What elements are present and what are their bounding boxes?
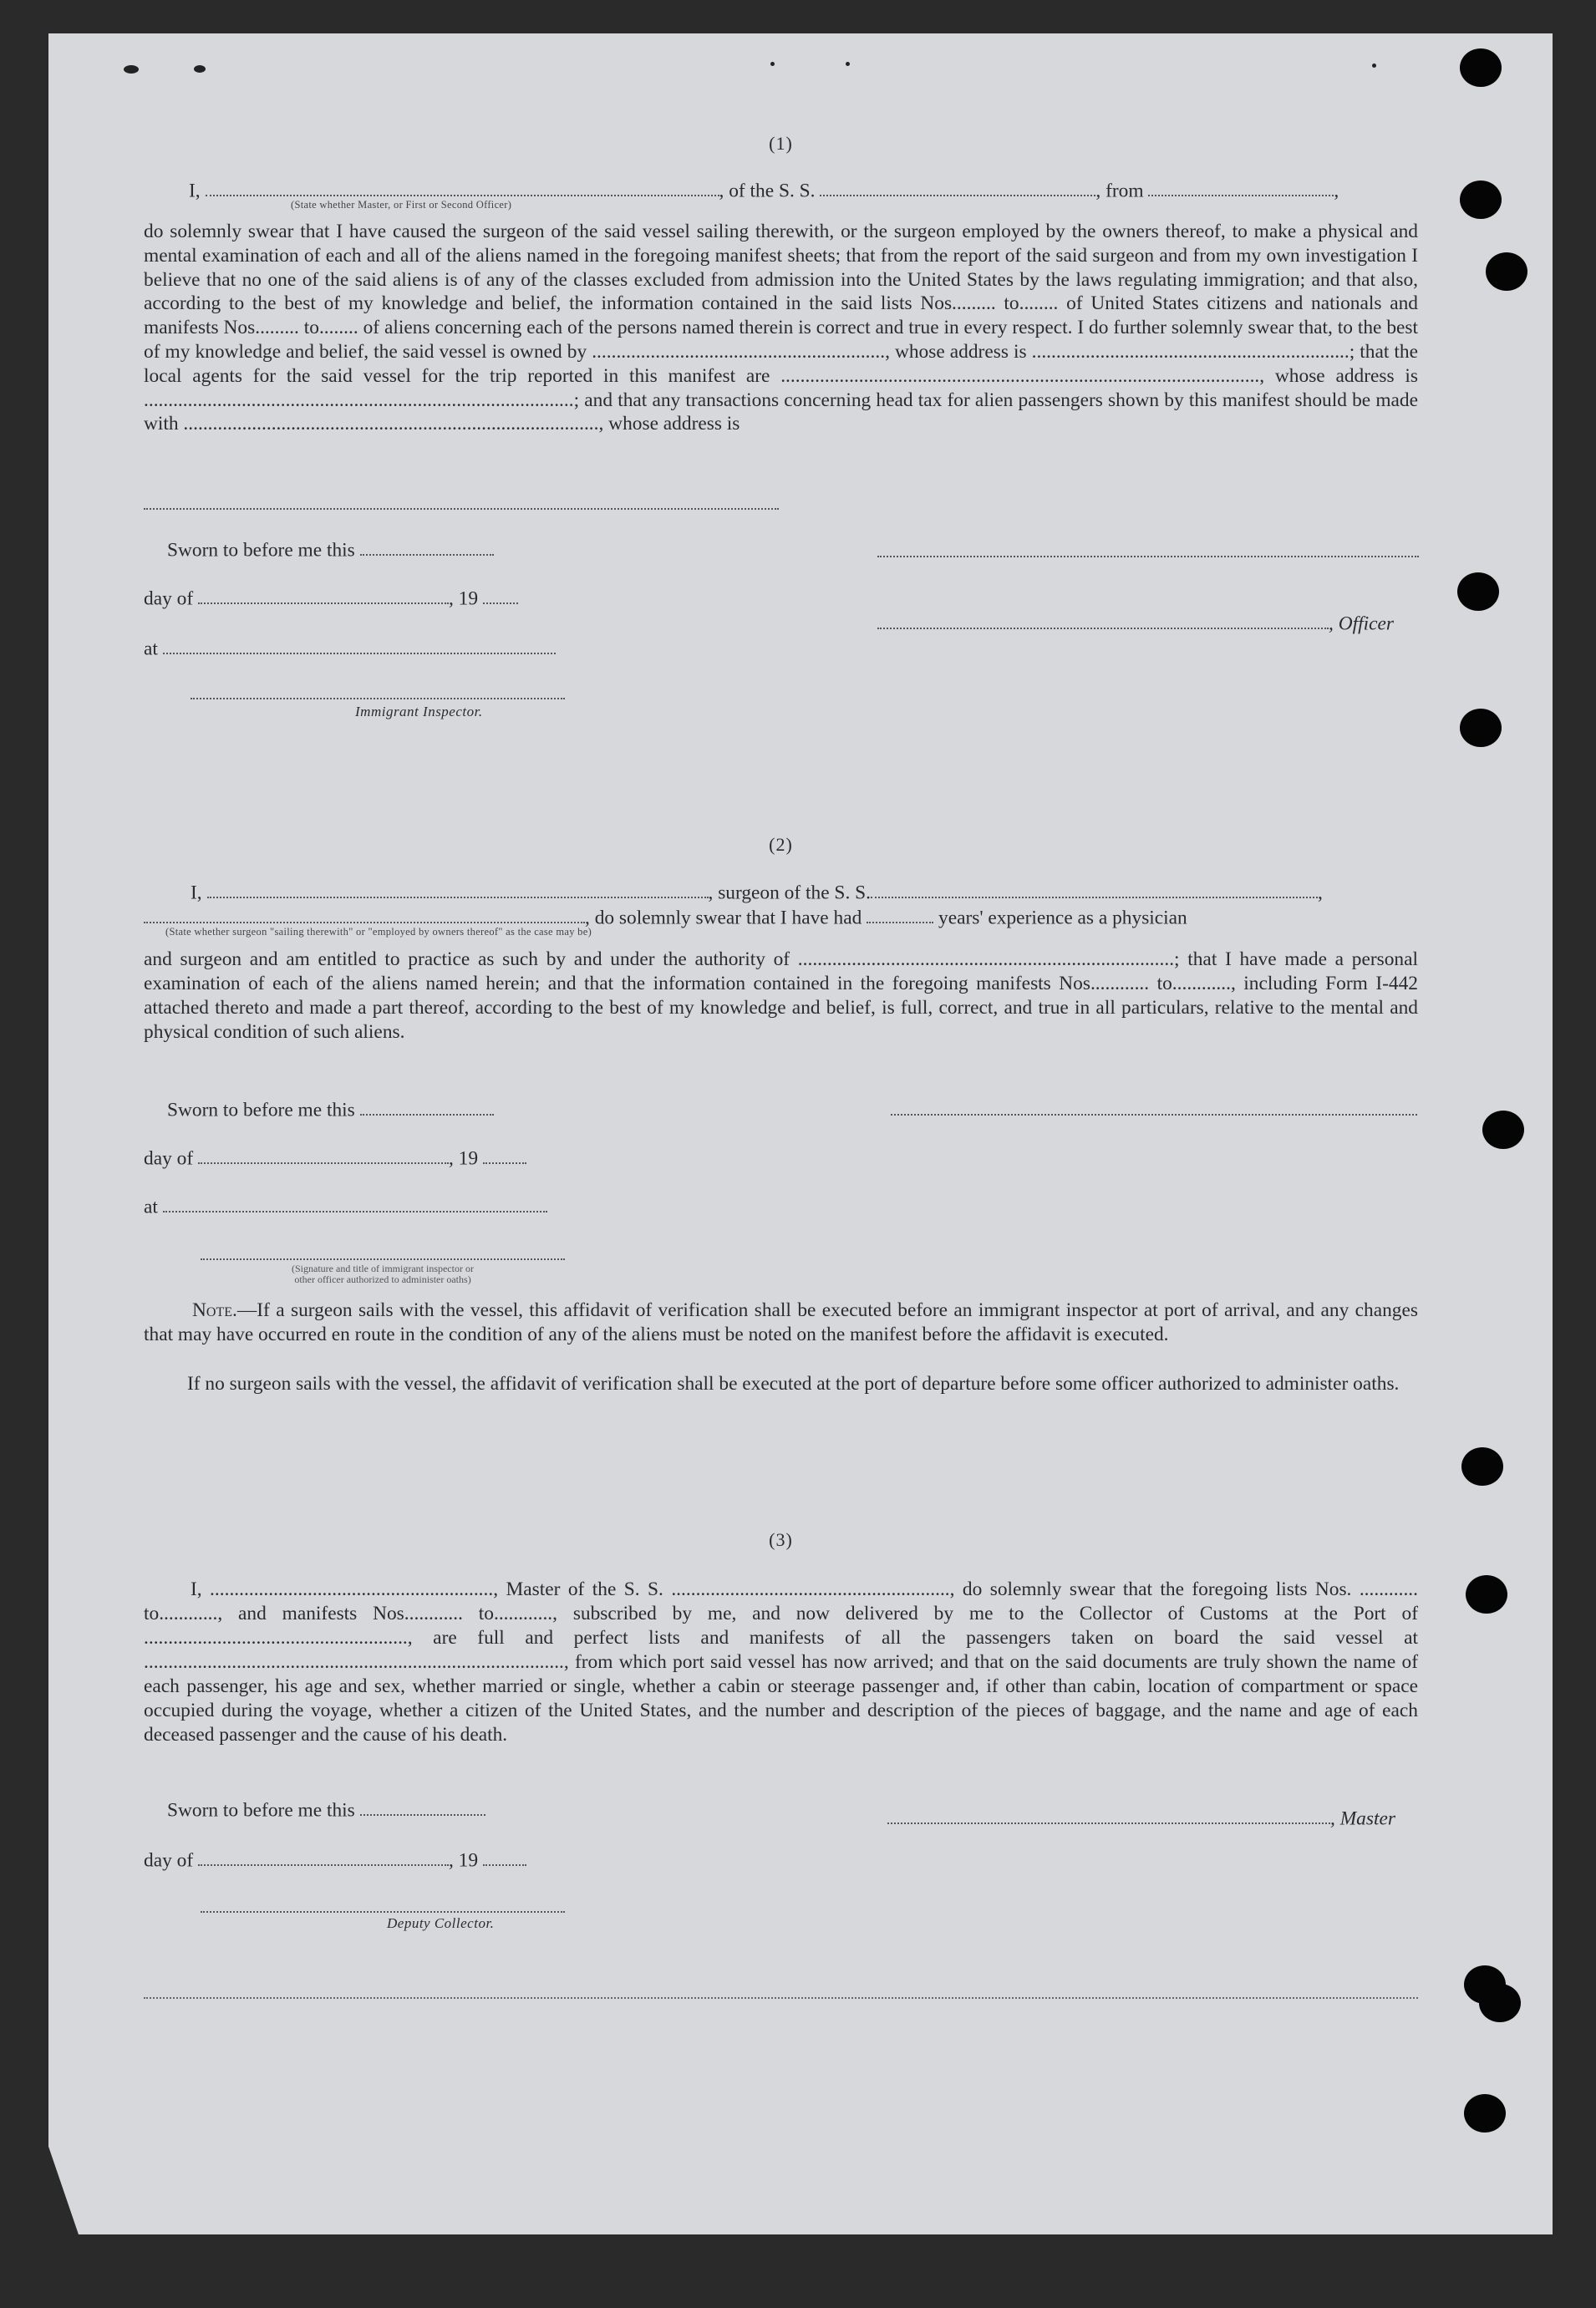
sworn-date-blank[interactable] — [360, 535, 494, 556]
section-3-master — [887, 1803, 1395, 1830]
speck — [194, 65, 206, 73]
authorizing-officer-caption — [201, 1263, 565, 1285]
master-name-blank[interactable] — [206, 175, 719, 196]
section-1-number: (1) — [769, 133, 793, 154]
year-prefix: , 19 — [448, 1147, 479, 1170]
year-blank[interactable] — [483, 1143, 526, 1164]
text-i: I, — [191, 882, 202, 904]
month-blank[interactable] — [198, 583, 449, 604]
years-blank[interactable] — [867, 902, 933, 923]
section-2-body: and surgeon and am entitled to practice as such by and under the authority of .............................................................................; that I have made a personal examination of each of the aliens named herein; and that the information contained in the foregoing manifests Nos............ to............, including Form I-442 attached thereto and made a part thereof, according to the best of my knowledge and belief, is full, correct, and true in all particulars, relative to the mental and physical condition of such aliens. — [144, 948, 1418, 1043]
text-of-the-ss: , of the S. S. — [719, 180, 816, 202]
from-port-blank[interactable] — [1148, 175, 1334, 196]
authorizing-officer-signature-line[interactable] — [201, 1258, 565, 1260]
day-of-text: day of — [144, 587, 194, 610]
surgeon-signature-line[interactable] — [891, 1113, 1417, 1116]
section-1-line-1: I, , of the S. S. , from , — [189, 175, 1339, 202]
day-of-text: day of — [144, 1849, 194, 1872]
section-2-number: (2) — [769, 834, 793, 855]
section-2-line-1: I, , surgeon of the S. S. , — [191, 877, 1323, 904]
year-blank[interactable] — [483, 583, 518, 604]
text-solemnly-swear: , do solemnly swear that I have had — [585, 907, 862, 929]
note-1-text: —If a surgeon sails with the vessel, this affidavit of verification shall be executed before an immigrant inspector at port of arrival, and any changes that may have occurred en route in the condition of any of the aliens must be noted on the manifest before the affidavit is executed. — [144, 1299, 1418, 1345]
punch-hole — [1466, 1575, 1507, 1614]
section-2-sworn — [167, 1095, 494, 1121]
text-years-experience: years' experience as a physician — [938, 907, 1187, 929]
section-2-note-1 — [144, 1299, 1418, 1347]
section-2-at — [144, 1192, 547, 1218]
month-blank[interactable] — [198, 1845, 449, 1866]
text-from: , from — [1095, 180, 1144, 202]
speck — [124, 65, 139, 74]
section-3-sworn — [167, 1795, 485, 1822]
section-1-continuation-line — [144, 507, 779, 510]
section-3-number: (3) — [769, 1529, 793, 1550]
section-2-day — [144, 1143, 526, 1170]
speck — [770, 62, 775, 66]
at-place-blank[interactable] — [163, 1192, 547, 1212]
officer-signature-line-top[interactable] — [877, 555, 1419, 557]
at-place-blank[interactable] — [163, 633, 556, 654]
master-signature-blank[interactable] — [887, 1803, 1330, 1824]
master-label: , Master — [1330, 1807, 1395, 1830]
note-label: Note. — [192, 1299, 237, 1321]
punch-hole — [1457, 572, 1499, 611]
officer-label: , Officer — [1329, 613, 1394, 635]
caption-line-2: other officer authorized to administer oaths) — [294, 1273, 471, 1285]
surgeon-type-blank[interactable] — [144, 902, 585, 923]
section-1-caption: (State whether Master, or First or Second Officer) — [291, 199, 512, 211]
punch-hole — [1460, 709, 1502, 747]
section-1-day — [144, 583, 518, 610]
sworn-text: Sworn to before me this — [167, 1799, 355, 1822]
day-of-text: day of — [144, 1147, 194, 1170]
at-text: at — [144, 638, 158, 660]
punch-hole — [1482, 1111, 1524, 1149]
punch-hole — [1461, 1447, 1503, 1486]
collector-signature-line[interactable] — [201, 1910, 565, 1913]
text-surgeon-of-ss: , surgeon of the S. S. — [708, 882, 871, 904]
punch-hole — [1486, 252, 1527, 291]
text-i: I, — [189, 180, 201, 202]
month-blank[interactable] — [198, 1143, 449, 1164]
inspector-signature-line[interactable] — [191, 697, 565, 699]
speck — [1372, 64, 1376, 68]
speck — [846, 62, 850, 66]
sworn-text: Sworn to before me this — [167, 539, 355, 562]
at-text: at — [144, 1196, 158, 1218]
vessel-name-blank[interactable] — [871, 877, 1318, 898]
year-prefix: , 19 — [448, 587, 479, 610]
section-2-caption: (State whether surgeon "sailing therewith" or "employed by owners thereof" as the case may be) — [165, 926, 592, 938]
section-1-body: do solemnly swear that I have caused the surgeon of the said vessel sailing therewith, or the surgeon employed by the owners thereof, to make a physical and mental examination of each and all of the aliens named in the foregoing manifest sheets; that from the report of the said surgeon and from my own investigation I believe that no one of the said aliens is of any of the classes excluded from admission into the United States by the laws regulating immigration; and that also, according to the best of my knowledge and belief, the information contained in the said lists Nos......... to........ of United States citizens and nationals and manifests Nos......... to........ of aliens concerning each of the persons named therein is correct and true in every respect. I do further solemnly swear that, to the best of my knowledge and belief, the said vessel is owned by ............................................................, whose address is .................................................................; that the local agents for the said vessel for the trip reported in this manifest are .................................................................................................., whose address is ........................................................................................; and that any transactions concerning head tax for alien passengers shown by this manifest should be made with ....................................................................................., whose address is — [144, 221, 1418, 435]
inspector-label: Immigrant Inspector. — [355, 704, 483, 719]
caption-line-1: (Signature and title of immigrant inspector or — [292, 1263, 474, 1274]
punch-hole — [1479, 1984, 1521, 2022]
punch-hole — [1464, 2094, 1506, 2133]
officer-signature-blank[interactable] — [877, 608, 1329, 629]
year-blank[interactable] — [483, 1845, 526, 1866]
sworn-date-blank[interactable] — [360, 1095, 494, 1116]
sworn-text: Sworn to before me this — [167, 1099, 355, 1121]
punch-hole — [1460, 48, 1502, 87]
vessel-name-blank[interactable] — [820, 175, 1095, 196]
section-3-body: I, .........................................................., Master of the S. S. ........................................................., do solemnly swear that the foregoing lists Nos. ............ to............, and manifests Nos............ to............, subscribed by me, and now delivered by me to the Collector of Customs at the Port of ......................................................, are full and perfect lists and manifests of all the passengers taken on board the said vessel at ......................................................................................, from which port said vessel has now arrived; and that on the said documents are truly shown the name of each passenger, his age and sex, whether married or single, whether a cabin or steerage passenger and, if other than cabin, location of compartment or space occupied during the voyage, whether a citizen of the United States, and the number and description of the pieces of baggage, and the name and age of each deceased passenger and the cause of his death. — [144, 1578, 1418, 1746]
sworn-date-blank[interactable] — [360, 1795, 485, 1816]
collector-label: Deputy Collector. — [387, 1915, 495, 1931]
section-3-day — [144, 1845, 526, 1872]
year-prefix: , 19 — [448, 1849, 479, 1872]
bottom-rule — [144, 1997, 1418, 1999]
surgeon-name-blank[interactable] — [207, 877, 709, 898]
section-2-note-2: If no surgeon sails with the vessel, the affidavit of verification shall be executed at the port of departure before some officer authorized to administer oaths. — [187, 1373, 1400, 1395]
section-1-at — [144, 633, 556, 660]
section-1-sworn — [167, 535, 494, 562]
punch-hole — [1460, 180, 1502, 219]
section-1-officer — [877, 608, 1394, 635]
